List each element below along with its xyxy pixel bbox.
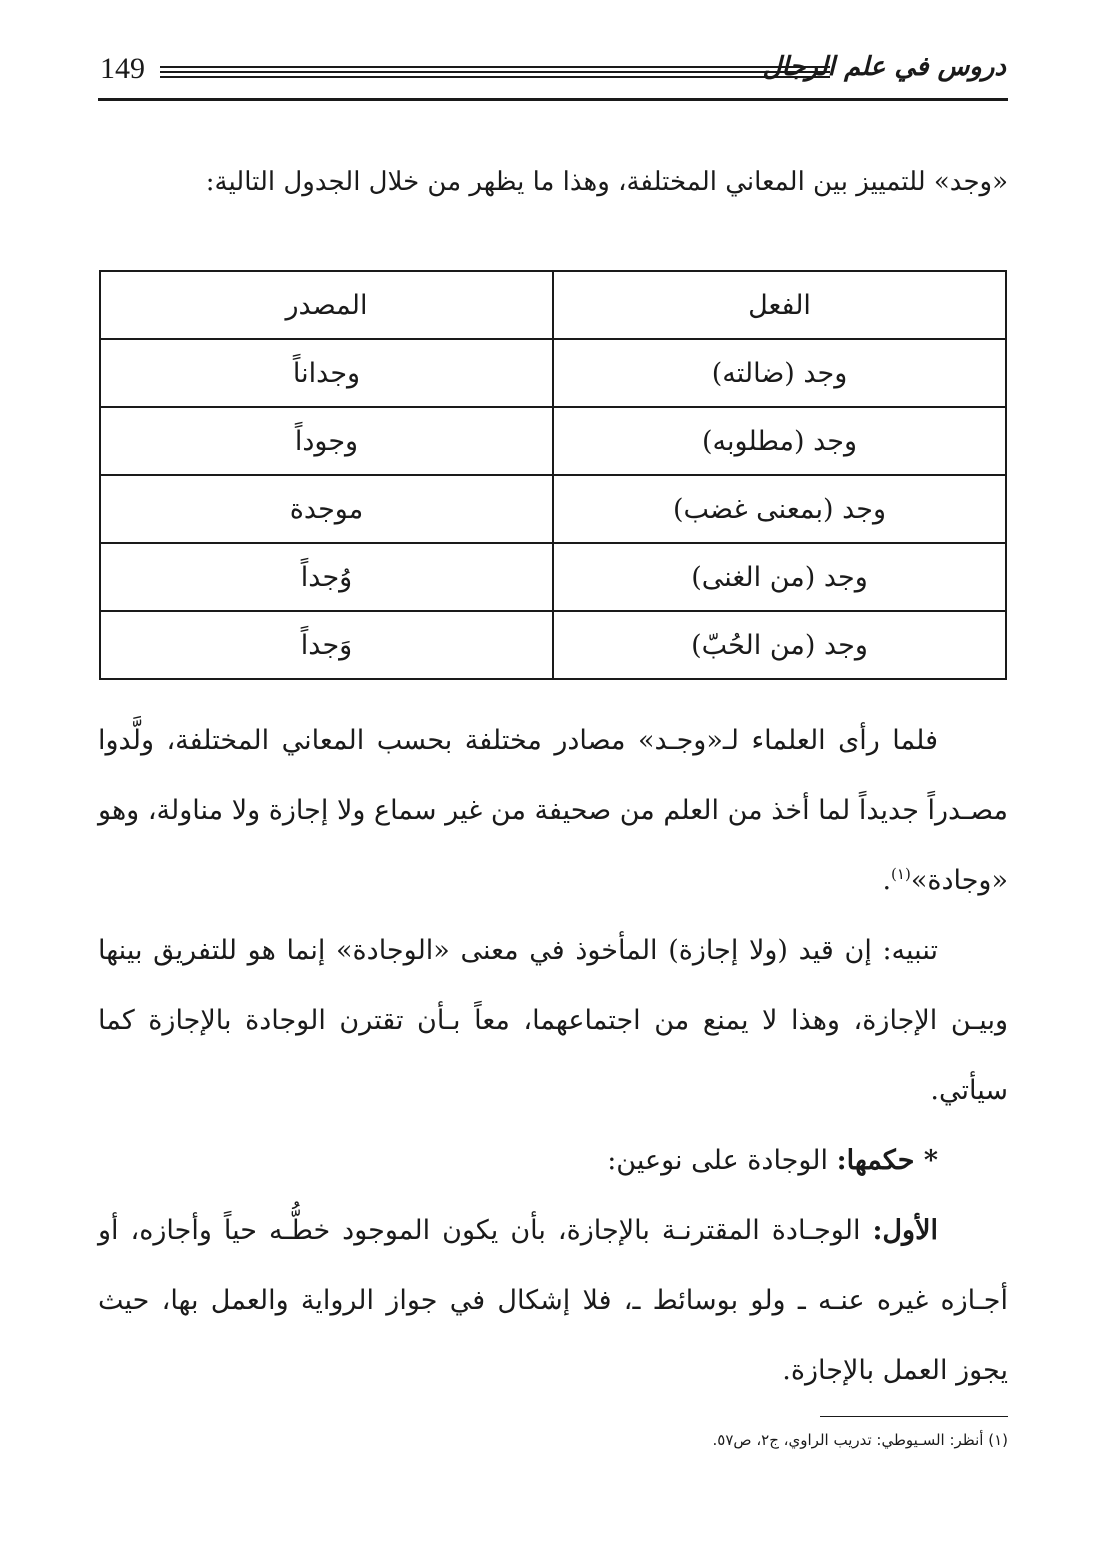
table-row [100, 611, 1006, 679]
source-cell: وَجداً [100, 611, 553, 679]
paragraph-ruling [98, 1126, 1008, 1196]
table-row [100, 543, 1006, 611]
verb-cell: وجد (بمعنى غضب) [553, 475, 1006, 543]
verb-cell: وجد (ضالته) [553, 339, 1006, 407]
table-header-row [100, 271, 1006, 339]
footnote: (١) أنظر: السـيوطي: تدريب الراوي، ج٢، ص٥٧. [712, 1431, 1008, 1449]
footnote-divider [820, 1416, 1008, 1417]
verb-column-header: الفعل [553, 271, 1006, 339]
source-cell: وجوداً [100, 407, 553, 475]
first-type-text: الوجـادة المقترنـة بالإجازة، بأن يكون الموجود خطُّـه حياً وأجازه، أو أجـازه غيره عنـه ـ ولو بوسائط ـ، فلا إشكال في جواز الرواية والعمل بها، حيث يجوز العمل بالإجازة. [98, 1215, 1008, 1386]
paragraph-note: تنبيه: إن قيد (ولا إجازة) المأخوذ في معنى «الوجادة» إنما هو للتفريق بينها وبيـن الإجازة، وهذا لا يمنع من اجتماعهما، معاً بـأن تقترن الوجادة بالإجازة كما سيأتي. [98, 935, 1008, 1106]
table-row [100, 475, 1006, 543]
footnote-reference: (١) [891, 865, 911, 883]
table-row [100, 407, 1006, 475]
table-row [100, 339, 1006, 407]
ruling-text: الوجادة على نوعين: [607, 1145, 837, 1176]
paragraph-text: فلما رأى العلماء لـ«وجـد» مصادر مختلفة بحسب المعاني المختلفة، ولَّدوا مصـدراً جديداً لما أخذ من العلم من صحيفة من غير سماع ولا إجازة ولا مناولة، وهو «وجادة» [98, 725, 1008, 896]
verb-cell: وجد (مطلوبه) [553, 407, 1006, 475]
book-title-logo: دروس في علم الرجال [762, 52, 1006, 82]
page-header [98, 40, 1008, 102]
first-type-heading: الأول: [872, 1215, 938, 1246]
source-column-header: المصدر [100, 271, 553, 339]
header-ornament-rule [160, 66, 830, 80]
intro-text: «وجد» للتمييز بين المعاني المختلفة، وهذا ما يظهر من خلال الجدول التالية: [205, 167, 1008, 197]
header-divider [98, 98, 1008, 101]
ruling-heading: * حكمها: [836, 1145, 938, 1176]
paragraph-first-type [98, 1196, 1008, 1406]
verb-cell: وجد (من الحُبّ) [553, 611, 1006, 679]
page-number: 149 [100, 52, 145, 85]
paragraph-end-mark: . [882, 865, 892, 896]
body-paragraphs [98, 706, 1008, 1406]
source-cell: وجداناً [100, 339, 553, 407]
verb-cell: وجد (من الغنى) [553, 543, 1006, 611]
verb-source-table [99, 270, 1007, 680]
paragraph-wijada-definition [98, 706, 1008, 916]
source-cell: موجدة [100, 475, 553, 543]
source-cell: وُجداً [100, 543, 553, 611]
